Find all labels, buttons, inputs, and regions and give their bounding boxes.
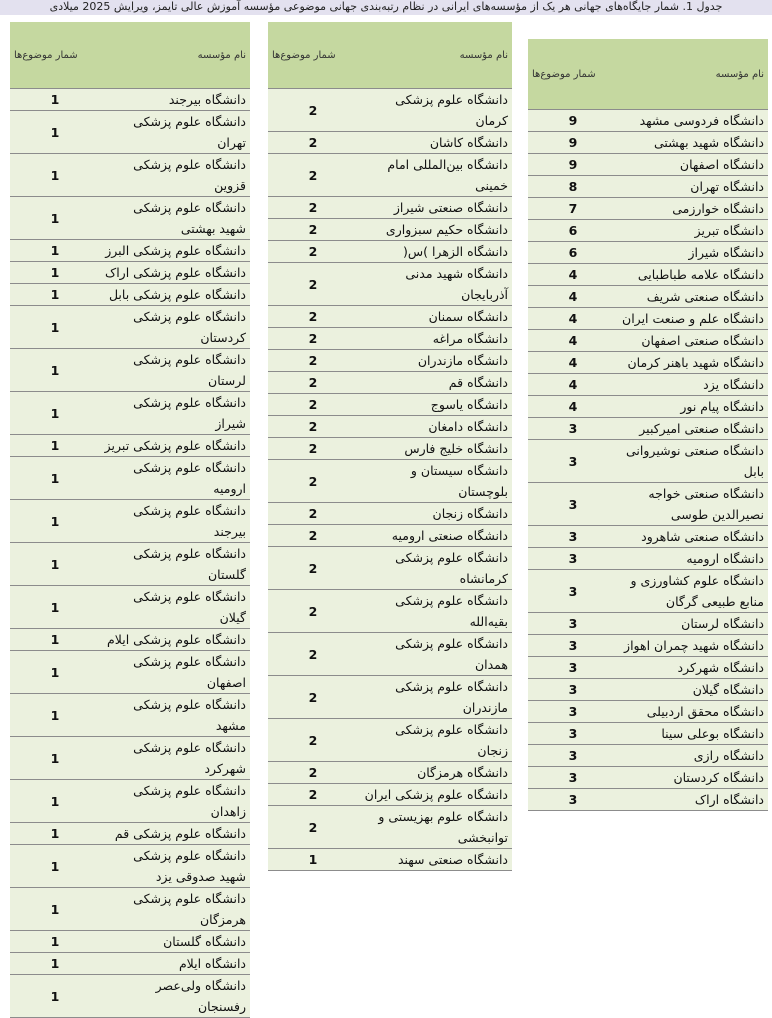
subject-count: 2 (268, 372, 358, 394)
subject-count: 3 (528, 635, 618, 657)
subject-count: 2 (268, 762, 358, 784)
subject-count: 4 (528, 374, 618, 396)
table-row (10, 845, 250, 888)
table-header-row (10, 22, 250, 89)
subject-count: 3 (528, 418, 618, 440)
subject-count: 2 (268, 416, 358, 438)
table-middle (268, 22, 512, 871)
table-body (268, 89, 512, 871)
institution-name: دانشگاه صنعتی نوشیروانی بابل (618, 440, 768, 483)
institution-name: دانشگاه صنعتی خواجه نصیرالدین طوسی (618, 483, 768, 526)
table-row (10, 284, 250, 306)
institution-name: دانشگاه سمنان (358, 306, 512, 328)
table-row (528, 110, 768, 132)
institution-name: دانشگاه علامه طباطبایی (618, 264, 768, 286)
subject-count: 2 (268, 219, 358, 241)
table-row (10, 111, 250, 154)
institution-name: دانشگاه شهید باهنر کرمان (618, 352, 768, 374)
institution-name: دانشگاه تهران (618, 176, 768, 198)
header-subject-count: شمار موضوع‌ها (528, 39, 618, 110)
institution-name: دانشگاه علوم پزشکی کردستان (100, 306, 250, 349)
institution-name: دانشگاه صنعتی شیراز (358, 197, 512, 219)
table-row (268, 676, 512, 719)
institution-name: دانشگاه قم (358, 372, 512, 394)
subject-count: 1 (10, 111, 100, 154)
subject-count: 3 (528, 679, 618, 701)
subject-count: 1 (10, 284, 100, 306)
subject-count: 3 (528, 745, 618, 767)
table-row (10, 240, 250, 262)
institution-name: دانشگاه ایلام (100, 953, 250, 975)
subject-count: 9 (528, 132, 618, 154)
header-subject-count: شمار موضوع‌ها (10, 22, 100, 89)
institution-name: دانشگاه علوم پزشکی ارومیه (100, 457, 250, 500)
table-row (268, 416, 512, 438)
table-row (528, 264, 768, 286)
header-subject-count: شمار موضوع‌ها (268, 22, 358, 89)
institution-name: دانشگاه علوم پزشکی مشهد (100, 694, 250, 737)
subject-count: 6 (528, 242, 618, 264)
institution-name: دانشگاه علوم پزشکی کرمانشاه (358, 547, 512, 590)
subject-count: 1 (10, 197, 100, 240)
table-row (10, 262, 250, 284)
institution-name: دانشگاه علوم پزشکی البرز (100, 240, 250, 262)
table-row (528, 723, 768, 745)
subject-count: 1 (10, 629, 100, 651)
institution-name: دانشگاه محقق اردبیلی (618, 701, 768, 723)
institution-name: دانشگاه علوم پزشکی تهران (100, 111, 250, 154)
subject-count: 1 (10, 953, 100, 975)
subject-count: 1 (10, 306, 100, 349)
institution-name: دانشگاه صنعتی سهند (358, 849, 512, 871)
subject-count: 3 (528, 483, 618, 526)
subject-count: 1 (10, 435, 100, 457)
institution-name: دانشگاه اصفهان (618, 154, 768, 176)
table-row (528, 220, 768, 242)
table-left (10, 22, 250, 1018)
table-row (10, 931, 250, 953)
table-row (268, 590, 512, 633)
table-row (528, 418, 768, 440)
subject-count: 3 (528, 526, 618, 548)
table-row (528, 330, 768, 352)
institution-name: دانشگاه علوم پزشکی گلستان (100, 543, 250, 586)
institution-name: دانشگاه صنعتی ارومیه (358, 525, 512, 547)
table-row (268, 438, 512, 460)
table-body (10, 89, 250, 1018)
table-caption: جدول 1. شمار جایگاه‌های جهانی هر یک از مؤسسه‌های ایرانی در نظام رتبه‌بندی جهانی موضوعی مؤسسه آموزش عالی تایمز، ویرایش 2025 میلادی (0, 0, 772, 15)
subject-count: 1 (10, 975, 100, 1018)
table-body (528, 110, 768, 811)
subject-count: 2 (268, 784, 358, 806)
subject-count: 2 (268, 89, 358, 132)
table-row (528, 745, 768, 767)
subject-count: 2 (268, 525, 358, 547)
table-row (268, 154, 512, 197)
institution-name: دانشگاه ولی‌عصر رفسنجان (100, 975, 250, 1018)
institution-name: دانشگاه علم و صنعت ایران (618, 308, 768, 330)
subject-count: 1 (10, 694, 100, 737)
institution-name: دانشگاه ارومیه (618, 548, 768, 570)
table-row (528, 657, 768, 679)
institution-name: دانشگاه علوم پزشکی هرمزگان (100, 888, 250, 931)
institution-name: دانشگاه علوم پزشکی قزوین (100, 154, 250, 197)
institution-name: دانشگاه کردستان (618, 767, 768, 789)
subject-count: 3 (528, 440, 618, 483)
table-row (268, 460, 512, 503)
table-row (528, 242, 768, 264)
table-header-row (268, 22, 512, 89)
table-row (10, 349, 250, 392)
subject-count: 2 (268, 460, 358, 503)
table-row (10, 197, 250, 240)
table-row (528, 132, 768, 154)
subject-count: 1 (10, 500, 100, 543)
subject-count: 6 (528, 220, 618, 242)
table-row (528, 701, 768, 723)
institution-name: دانشگاه علوم پزشکی شهید صدوقی یزد (100, 845, 250, 888)
subject-count: 8 (528, 176, 618, 198)
table-row (268, 241, 512, 263)
subject-count: 2 (268, 676, 358, 719)
institution-name: دانشگاه یاسوج (358, 394, 512, 416)
subject-count: 2 (268, 633, 358, 676)
institution-name: دانشگاه شهید بهشتی (618, 132, 768, 154)
table-row (10, 651, 250, 694)
institution-name: دانشگاه زنجان (358, 503, 512, 525)
table-row (10, 694, 250, 737)
subject-count: 2 (268, 590, 358, 633)
subject-count: 4 (528, 264, 618, 286)
subject-count: 4 (528, 352, 618, 374)
subject-count: 2 (268, 306, 358, 328)
table-row (10, 888, 250, 931)
institution-name: دانشگاه علوم پزشکی ایران (358, 784, 512, 806)
table-row (10, 392, 250, 435)
table-row (268, 806, 512, 849)
subject-count: 7 (528, 198, 618, 220)
subject-count: 2 (268, 503, 358, 525)
header-institution-name: نام مؤسسه (618, 39, 768, 110)
table-row (528, 396, 768, 418)
table-row (268, 197, 512, 219)
subject-count: 3 (528, 657, 618, 679)
table-row (268, 784, 512, 806)
table-row (10, 457, 250, 500)
subject-count: 1 (268, 849, 358, 871)
institution-name: دانشگاه علوم پزشکی قم (100, 823, 250, 845)
institution-name: دانشگاه علوم پزشکی شهرکرد (100, 737, 250, 780)
institution-name: دانشگاه علوم پزشکی زاهدان (100, 780, 250, 823)
table-row (528, 176, 768, 198)
institution-name: دانشگاه شهید چمران اهواز (618, 635, 768, 657)
table-row (528, 352, 768, 374)
table-row (528, 374, 768, 396)
table-row (268, 219, 512, 241)
subject-count: 3 (528, 723, 618, 745)
table-row (10, 154, 250, 197)
subject-count: 1 (10, 586, 100, 629)
table-row (528, 548, 768, 570)
table-right (528, 39, 768, 811)
institution-name: دانشگاه علوم پزشکی بیرجند (100, 500, 250, 543)
institution-name: دانشگاه علوم پزشکی اراک (100, 262, 250, 284)
table-row (10, 780, 250, 823)
institution-name: دانشگاه علوم پزشکی لرستان (100, 349, 250, 392)
table-row (10, 435, 250, 457)
subject-count: 4 (528, 330, 618, 352)
subject-count: 2 (268, 241, 358, 263)
institution-name: دانشگاه بین‌المللی امام خمینی (358, 154, 512, 197)
institution-name: دانشگاه شهرکرد (618, 657, 768, 679)
institution-name: دانشگاه علوم پزشکی همدان (358, 633, 512, 676)
table-row (268, 132, 512, 154)
institution-name: دانشگاه بوعلی سینا (618, 723, 768, 745)
subject-count: 2 (268, 719, 358, 762)
subject-count: 1 (10, 392, 100, 435)
table-row (528, 526, 768, 548)
institution-name: دانشگاه علوم پزشکی بقیه‌الله (358, 590, 512, 633)
table-row (528, 613, 768, 635)
subject-count: 3 (528, 701, 618, 723)
institution-name: دانشگاه سیستان و بلوچستان (358, 460, 512, 503)
institution-name: دانشگاه هرمزگان (358, 762, 512, 784)
institution-name: دانشگاه علوم پزشکی شهید بهشتی (100, 197, 250, 240)
subject-count: 1 (10, 240, 100, 262)
table-row (10, 500, 250, 543)
table-row (10, 737, 250, 780)
institution-name: دانشگاه شیراز (618, 242, 768, 264)
table-row (528, 789, 768, 811)
table-row (10, 975, 250, 1018)
subject-count: 1 (10, 154, 100, 197)
table-row (268, 503, 512, 525)
institution-name: دانشگاه صنعتی شریف (618, 286, 768, 308)
table-row (528, 154, 768, 176)
subject-count: 3 (528, 789, 618, 811)
subject-count: 1 (10, 888, 100, 931)
subject-count: 1 (10, 823, 100, 845)
subject-count: 2 (268, 806, 358, 849)
table-row (10, 629, 250, 651)
subject-count: 3 (528, 767, 618, 789)
subject-count: 3 (528, 613, 618, 635)
institution-name: دانشگاه مازندران (358, 350, 512, 372)
institution-name: دانشگاه دامغان (358, 416, 512, 438)
table-row (268, 372, 512, 394)
institution-name: دانشگاه علوم پزشکی تبریز (100, 435, 250, 457)
institution-name: دانشگاه رازی (618, 745, 768, 767)
table-row (528, 679, 768, 701)
table-row (528, 308, 768, 330)
institution-name: دانشگاه الزهرا )س( (358, 241, 512, 263)
subject-count: 1 (10, 651, 100, 694)
table-row (268, 849, 512, 871)
institution-name: دانشگاه بیرجند (100, 89, 250, 111)
subject-count: 2 (268, 197, 358, 219)
institution-name: دانشگاه علوم کشاورزی و منابع طبیعی گرگان (618, 570, 768, 613)
table-header-row (528, 39, 768, 110)
table-row (528, 440, 768, 483)
institution-name: دانشگاه علوم پزشکی گیلان (100, 586, 250, 629)
table-row (528, 767, 768, 789)
table-row (268, 525, 512, 547)
institution-name: دانشگاه حکیم سبزواری (358, 219, 512, 241)
subject-count: 2 (268, 438, 358, 460)
subject-count: 2 (268, 328, 358, 350)
institution-name: دانشگاه صنعتی شاهرود (618, 526, 768, 548)
table-row (268, 306, 512, 328)
subject-count: 4 (528, 308, 618, 330)
header-institution-name: نام مؤسسه (100, 22, 250, 89)
table-row (268, 350, 512, 372)
subject-count: 1 (10, 89, 100, 111)
institution-name: دانشگاه گلستان (100, 931, 250, 953)
institution-name: دانشگاه خلیج فارس (358, 438, 512, 460)
table-row (10, 953, 250, 975)
table-row (268, 719, 512, 762)
institution-name: دانشگاه خوارزمی (618, 198, 768, 220)
subject-count: 2 (268, 394, 358, 416)
institution-name: دانشگاه علوم پزشکی مازندران (358, 676, 512, 719)
subject-count: 3 (528, 548, 618, 570)
institution-name: دانشگاه علوم پزشکی زنجان (358, 719, 512, 762)
table-row (10, 306, 250, 349)
subject-count: 1 (10, 349, 100, 392)
table-row (268, 394, 512, 416)
institution-name: دانشگاه علوم پزشکی اصفهان (100, 651, 250, 694)
table-row (10, 89, 250, 111)
institution-name: دانشگاه کاشان (358, 132, 512, 154)
institution-name: دانشگاه علوم بهزیستی و توانبخشی (358, 806, 512, 849)
subject-count: 1 (10, 457, 100, 500)
table-row (268, 762, 512, 784)
subject-count: 1 (10, 737, 100, 780)
table-row (10, 586, 250, 629)
institution-name: دانشگاه گیلان (618, 679, 768, 701)
table-row (528, 198, 768, 220)
subject-count: 4 (528, 286, 618, 308)
subject-count: 1 (10, 543, 100, 586)
institution-name: دانشگاه علوم پزشکی کرمان (358, 89, 512, 132)
subject-count: 1 (10, 262, 100, 284)
institution-name: دانشگاه علوم پزشکی بابل (100, 284, 250, 306)
subject-count: 4 (528, 396, 618, 418)
institution-name: دانشگاه مراغه (358, 328, 512, 350)
table-row (528, 483, 768, 526)
institution-name: دانشگاه صنعتی امیرکبیر (618, 418, 768, 440)
table-row (10, 823, 250, 845)
subject-count: 3 (528, 570, 618, 613)
subject-count: 1 (10, 845, 100, 888)
institution-name: دانشگاه علوم پزشکی ایلام (100, 629, 250, 651)
subject-count: 1 (10, 931, 100, 953)
subject-count: 1 (10, 780, 100, 823)
table-row (528, 570, 768, 613)
institution-name: دانشگاه علوم پزشکی شیراز (100, 392, 250, 435)
institution-name: دانشگاه صنعتی اصفهان (618, 330, 768, 352)
table-row (10, 543, 250, 586)
header-institution-name: نام مؤسسه (358, 22, 512, 89)
table-row (528, 635, 768, 657)
table-row (268, 89, 512, 132)
institution-name: دانشگاه اراک (618, 789, 768, 811)
subject-count: 2 (268, 350, 358, 372)
table-row (268, 547, 512, 590)
institution-name: دانشگاه تبریز (618, 220, 768, 242)
subject-count: 9 (528, 110, 618, 132)
subject-count: 2 (268, 132, 358, 154)
institution-name: دانشگاه پیام نور (618, 396, 768, 418)
table-row (268, 633, 512, 676)
subject-count: 9 (528, 154, 618, 176)
institution-name: دانشگاه لرستان (618, 613, 768, 635)
subject-count: 2 (268, 263, 358, 306)
table-row (268, 328, 512, 350)
subject-count: 2 (268, 547, 358, 590)
institution-name: دانشگاه فردوسی مشهد (618, 110, 768, 132)
subject-count: 2 (268, 154, 358, 197)
institution-name: دانشگاه شهید مدنی آذربایجان (358, 263, 512, 306)
table-row (528, 286, 768, 308)
table-row (268, 263, 512, 306)
institution-name: دانشگاه یزد (618, 374, 768, 396)
